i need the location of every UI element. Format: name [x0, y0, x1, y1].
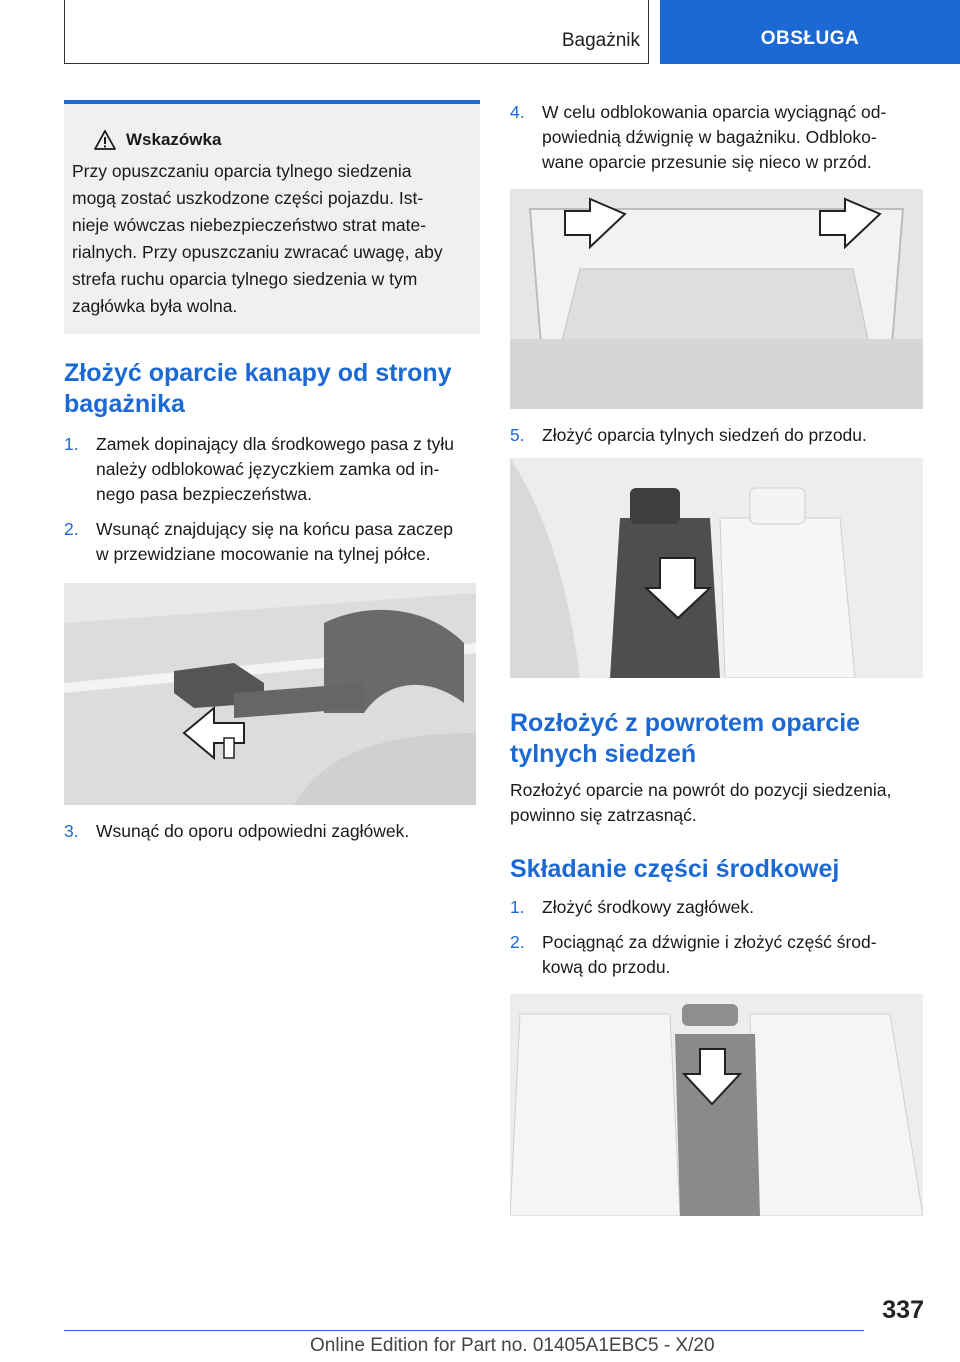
- illustration-belt-hook: [64, 583, 476, 805]
- right-column: [510, 100, 923, 1216]
- heading-line: Złożyć oparcie kanapy od strony: [64, 359, 452, 387]
- step-line: Pociągnąć za dźwignie i złożyć część środ-: [542, 932, 877, 952]
- warning-triangle-icon: [94, 130, 116, 150]
- step-number: 2.: [64, 519, 79, 539]
- warning-line: nieje wówczas niebezpieczeństwo strat mate-: [72, 215, 427, 235]
- warning-text: [72, 158, 470, 320]
- step-number: 4.: [510, 102, 525, 122]
- page-number: 337: [882, 1296, 924, 1324]
- step-item: [510, 930, 923, 980]
- step-line: nego pasa bezpieczeństwa.: [96, 484, 312, 504]
- steps-list: [64, 432, 480, 567]
- warning-line: zagłówka była wolna.: [72, 296, 238, 316]
- warning-line: mogą zostać uszkodzone części pojazdu. Ist-: [72, 188, 424, 208]
- warning-line: Przy opuszczaniu oparcia tylnego siedzenia: [72, 161, 412, 181]
- step-item: [510, 423, 923, 448]
- steps-list: [64, 819, 480, 844]
- step-item: [64, 432, 480, 507]
- text-line: Rozłożyć oparcie na powrót do pozycji siedzenia,: [510, 780, 892, 800]
- step-line: Wsunąć do oporu odpowiedni zagłówek.: [96, 821, 410, 841]
- chapter-tab[interactable]: OBSŁUGA: [660, 0, 960, 64]
- warning-line: strefa ruchu oparcia tylnego siedzenia w tym: [72, 269, 418, 289]
- section-title: Bagażnik: [561, 30, 640, 51]
- step-line: Zamek dopinający dla środkowego pasa z tyłu: [96, 434, 454, 454]
- footer-divider: [64, 1330, 864, 1331]
- step-number: 1.: [510, 897, 525, 917]
- section2-text: [510, 778, 923, 828]
- heading-line: Rozłożyć z powrotem oparcie: [510, 709, 861, 737]
- heading-line: tylnych siedzeń: [510, 740, 697, 768]
- step-line: kową do przodu.: [542, 957, 671, 977]
- step-item: [510, 100, 923, 175]
- step-item: [64, 819, 480, 844]
- steps-list: [510, 895, 923, 980]
- step-line: W celu odblokowania oparcia wyciągnąć od-: [542, 102, 887, 122]
- section2-heading: [510, 708, 923, 770]
- warning-title-text: Wskazówka: [126, 130, 222, 149]
- step-number: 5.: [510, 425, 525, 445]
- step-line: Złożyć środkowy zagłówek.: [542, 897, 755, 917]
- step-number: 1.: [64, 434, 79, 454]
- step-line: Złożyć oparcia tylnych siedzeń do przodu.: [542, 425, 867, 445]
- illustration-trunk-levers: [510, 189, 923, 409]
- left-column: [64, 100, 480, 854]
- heading-line: bagażnika: [64, 390, 185, 418]
- illustration-fold-seats: [510, 458, 923, 678]
- section1-heading: [64, 358, 480, 420]
- footer-edition: Online Edition for Part no. 01405A1EBC5 - X/20: [310, 1335, 715, 1356]
- step-number: 2.: [510, 932, 525, 952]
- step-number: 3.: [64, 821, 79, 841]
- warning-title: [72, 130, 470, 150]
- step-line: w przewidziane mocowanie na tylnej półce.: [96, 544, 431, 564]
- step-item: [510, 895, 923, 920]
- warning-box: [64, 100, 480, 334]
- step-line: wane oparcie przesunie się nieco w przód.: [542, 152, 872, 172]
- section3-heading: Składanie części środkowej: [510, 855, 840, 883]
- text-line: powinno się zatrzasnąć.: [510, 805, 697, 825]
- step-line: Wsunąć znajdujący się na końcu pasa zaczep: [96, 519, 454, 539]
- step-line: powiednią dźwignię w bagażniku. Odbloko-: [542, 127, 877, 147]
- warning-line: rialnych. Przy opuszczaniu zwracać uwagę, aby: [72, 242, 443, 262]
- step-item: [64, 517, 480, 567]
- illustration-center-section: [510, 994, 923, 1216]
- step-line: należy odblokować języczkiem zamka od in-: [96, 459, 440, 479]
